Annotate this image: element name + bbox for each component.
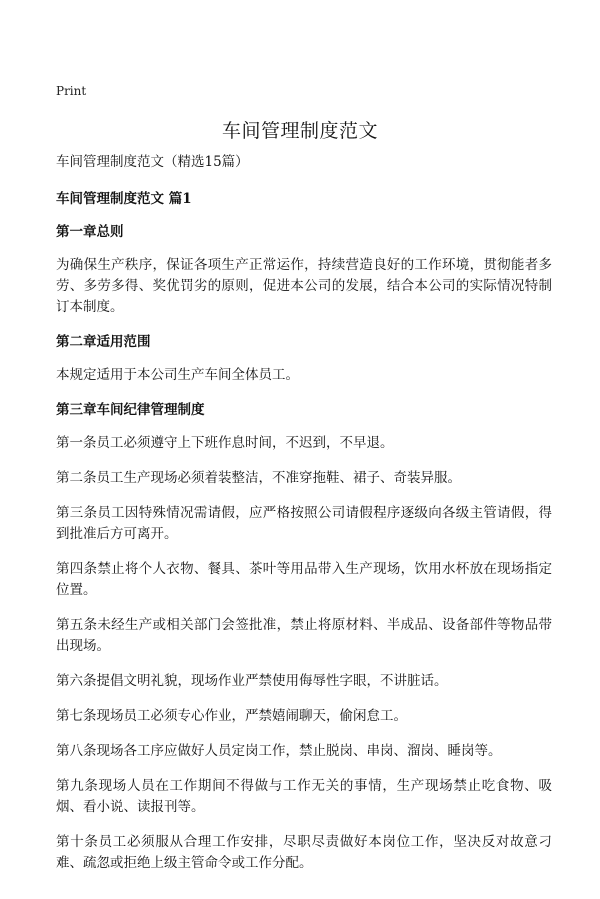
document-body	[56, 152, 552, 888]
chapter-paragraph: 为确保生产秩序，保证各项生产正常运作，持续营造良好的工作环境，贯彻能者多劳、多劳多得、奖优罚劣的原则，促进本公司的发展，结合本公司的实际情况特制订本制度。	[56, 257, 552, 315]
article-paragraph: 第五条未经生产或相关部门会签批准，禁止将原材料、半成品、设备部件等物品带出现场。	[56, 617, 552, 654]
article-paragraph: 第八条现场各工序应做好人员定岗工作，禁止脱岗、串岗、溜岗、睡岗等。	[56, 743, 502, 759]
chapter-paragraph: 本规定适用于本公司生产车间全体员工。	[56, 367, 299, 383]
document-subtitle: 车间管理制度范文（精选15篇）	[56, 154, 249, 170]
article-paragraph: 第四条禁止将个人衣物、餐具、茶叶等用品带入生产现场，饮用水杯放在现场指定位置。	[56, 561, 552, 598]
document-title: 车间管理制度范文	[221, 120, 378, 142]
article-paragraph: 第一条员工必须遵守上下班作息时间，不迟到，不早退。	[56, 435, 394, 451]
article-paragraph: 第十条员工必须服从合理工作安排，尽职尽责做好本岗位工作，坚决反对故意刁难、疏忽或拒绝上级主管命令或工作分配。	[56, 834, 552, 871]
article-paragraph: 第九条现场人员在工作期间不得做与工作无关的事情，生产现场禁止吃食物、吸烟、看小说、读报刊等。	[56, 778, 552, 815]
section-title: 车间管理制度范文 篇1	[56, 191, 192, 207]
print-label: Print	[56, 84, 87, 98]
article-paragraph: 第三条员工因特殊情况需请假，应严格按照公司请假程序逐级向各级主管请假，得到批准后方可离开。	[56, 505, 552, 542]
chapter-heading: 第三章车间纪律管理制度	[56, 402, 205, 418]
article-paragraph: 第二条员工生产现场必须着装整洁，不准穿拖鞋、裙子、奇装异服。	[56, 470, 461, 486]
chapter-heading: 第一章总则	[56, 224, 124, 240]
chapter-heading: 第二章适用范围	[56, 334, 151, 350]
article-paragraph: 第七条现场员工必须专心作业，严禁嬉闹聊天，偷闲怠工。	[56, 708, 407, 724]
article-paragraph: 第六条提倡文明礼貌，现场作业严禁使用侮辱性字眼，不讲脏话。	[56, 673, 448, 689]
